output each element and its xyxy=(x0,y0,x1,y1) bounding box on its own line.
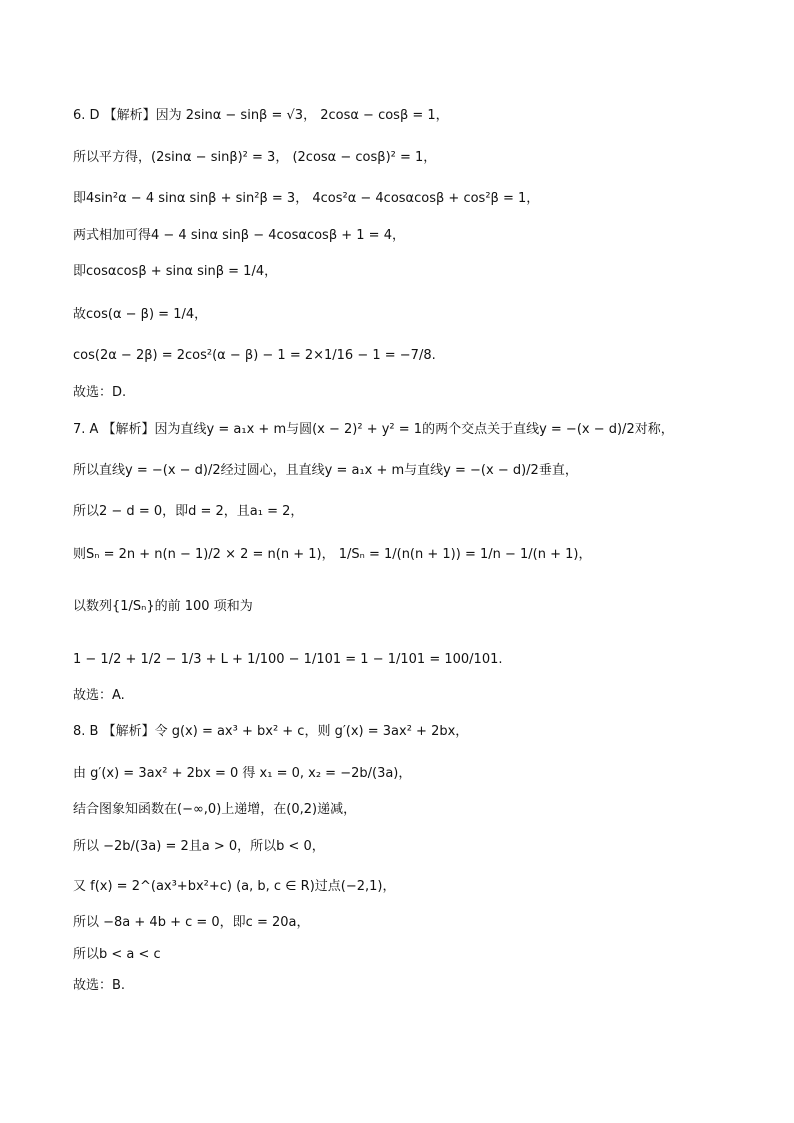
q8-step-3: 所以 −2b/(3a) = 2且a > 0，所以b < 0， xyxy=(73,839,325,854)
q6-step-3: 两式相加可得4 − 4 sinα sinβ − 4cosαcosβ + 1 = 4， xyxy=(73,228,405,243)
q7-step-3: 则Sₙ = 2n + n(n − 1)/2 × 2 = n(n + 1)， 1/Sₙ = 1/(n(n + 1)) = 1/n − 1/(n + 1)， xyxy=(73,547,592,562)
q8-answer: 故选：B. xyxy=(73,978,126,993)
q7-step-5: 1 − 1/2 + 1/2 − 1/3 + L + 1/100 − 1/101 = 1 − 1/101 = 100/101. xyxy=(73,652,503,667)
q7-step-2: 所以2 − d = 0，即d = 2，且a₁ = 2， xyxy=(73,504,304,519)
q6-answer: 故选：D. xyxy=(73,385,127,400)
q7-step-4: 以数列{1/Sₙ}的前 100 项和为 xyxy=(73,599,253,614)
q6-step-1: 所以平方得，(2sinα − sinβ)² = 3， (2cosα − cosβ)² = 1， xyxy=(73,150,437,165)
q6-step-4: 即cosαcosβ + sinα sinβ = 1/4， xyxy=(73,264,278,279)
q6-step-2: 即4sin²α − 4 sinα sinβ + sin²β = 3， 4cos²α − 4cosαcosβ + cos²β = 1， xyxy=(73,191,540,206)
q8-step-4: 又 f(x) = 2^(ax³+bx²+c) (a, b, c ∈ R)过点(−2,1)， xyxy=(73,879,396,894)
q7-step-1: 所以直线y = −(x − d)/2经过圆心，且直线y = a₁x + m与直线y = −(x − d)/2垂直， xyxy=(73,463,578,478)
q6-step-6: cos(2α − 2β) = 2cos²(α − β) − 1 = 2×1/16 − 1 = −7/8. xyxy=(73,348,436,363)
q8-step-5: 所以 −8a + 4b + c = 0，即c = 20a， xyxy=(73,915,310,930)
q6-step-5: 故cos(α − β) = 1/4， xyxy=(73,307,208,322)
q7-header: 7. A 【解析】因为直线y = a₁x + m与圆(x − 2)² + y² = 1的两个交点关于直线y = −(x − d)/2对称， xyxy=(73,422,674,437)
q8-step-1: 由 g′(x) = 3ax² + 2bx = 0 得 x₁ = 0, x₂ = −2b/(3a)， xyxy=(73,766,412,781)
q8-step-2: 结合图象知函数在(−∞,0)上递增，在(0,2)递减， xyxy=(73,802,357,817)
q6-header: 6. D 【解析】因为 2sinα − sinβ = √3， 2cosα − cosβ = 1， xyxy=(73,108,449,123)
q8-step-6: 所以b < a < c xyxy=(73,947,161,962)
q8-header: 8. B 【解析】令 g(x) = ax³ + bx² + c，则 g′(x) = 3ax² + 2bx， xyxy=(73,724,469,739)
q7-answer: 故选：A. xyxy=(73,688,125,703)
